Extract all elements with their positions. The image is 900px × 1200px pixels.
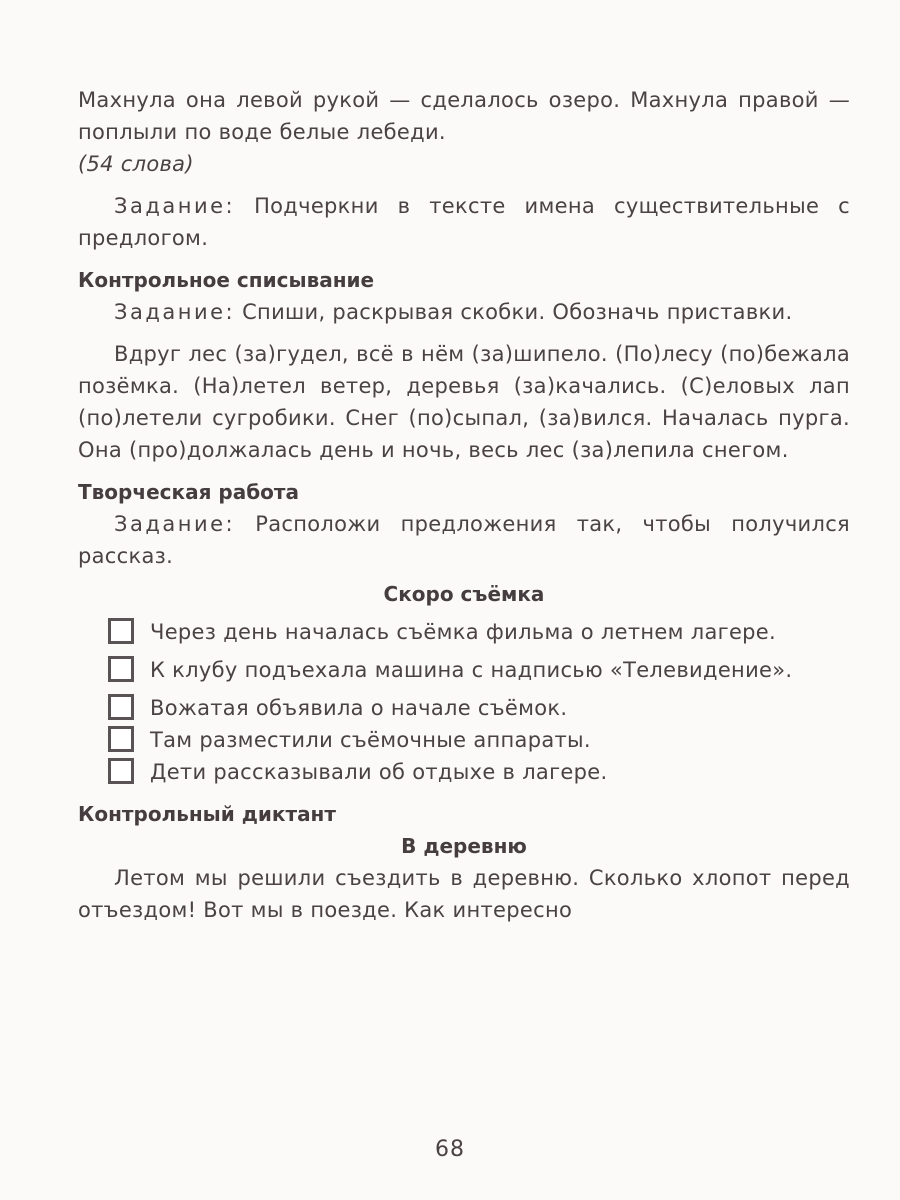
- sentence-item: [108, 756, 850, 788]
- section-title-dictation: Контрольный диктант: [78, 802, 336, 826]
- word-count: (54 слова): [78, 152, 194, 176]
- intro-task: [78, 190, 850, 254]
- story-title: Скоро съёмка: [383, 582, 545, 606]
- task-label: Задание:: [114, 194, 236, 218]
- copying-task: [78, 296, 850, 328]
- sentence-item: [108, 692, 850, 724]
- sentence-text: К клубу подъехала машина с надписью «Телевидение».: [150, 658, 793, 682]
- order-checkbox[interactable]: [108, 758, 134, 784]
- sentence-text: Дети рассказывали об отдыхе в лагере.: [150, 760, 608, 784]
- creative-task: [78, 508, 850, 572]
- order-checkbox[interactable]: [108, 694, 134, 720]
- sentence-item: [108, 654, 850, 686]
- dictation-story-title: В деревню: [401, 834, 527, 858]
- sentence-text: Через день началась съёмка фильма о летнем лагере.: [150, 620, 776, 644]
- order-checkbox[interactable]: [108, 618, 134, 644]
- section-title-copying: Контрольное списывание: [78, 268, 375, 292]
- task-text: Расположи предложения так, чтобы получился рассказ.: [78, 512, 850, 568]
- intro-text: [78, 84, 850, 180]
- dictation-text: Летом мы решили съездить в деревню. Сколько хлопот перед отъездом! Вот мы в поезде. Как интересно: [78, 866, 850, 922]
- sentence-text: Там разместили съёмочные аппараты.: [150, 728, 591, 752]
- sentence-item: [108, 616, 850, 648]
- copying-text: Вдруг лес (за)гудел, всё в нём (за)шипело. (По)лесу (по)бежала позёмка. (На)летел ветер, деревья (за)качались. (С)еловых лап (по)летели сугробики. Снег (по)сыпал, (за)вился. Началась пурга. Она (про)должалась день и ночь, весь лес (за)лепила снегом.: [78, 342, 850, 462]
- task-label: Задание:: [114, 512, 236, 536]
- page-content: [78, 84, 850, 926]
- task-label: Задание:: [114, 300, 236, 324]
- task-text: Спиши, раскрывая скобки. Обозначь приставки.: [242, 300, 793, 324]
- task-text: Подчеркни в тексте имена существительные с предлогом.: [78, 194, 850, 250]
- section-title-creative: Творческая работа: [78, 480, 299, 504]
- order-checkbox[interactable]: [108, 726, 134, 752]
- sentence-item: [108, 724, 850, 756]
- order-checkbox[interactable]: [108, 656, 134, 682]
- page-number: 68: [435, 1137, 465, 1162]
- intro-line: Махнула она левой рукой — сделалось озеро. Махнула правой — поплыли по воде белые лебеди.: [78, 88, 850, 144]
- sentence-text: Вожатая объявила о начале съёмок.: [150, 696, 568, 720]
